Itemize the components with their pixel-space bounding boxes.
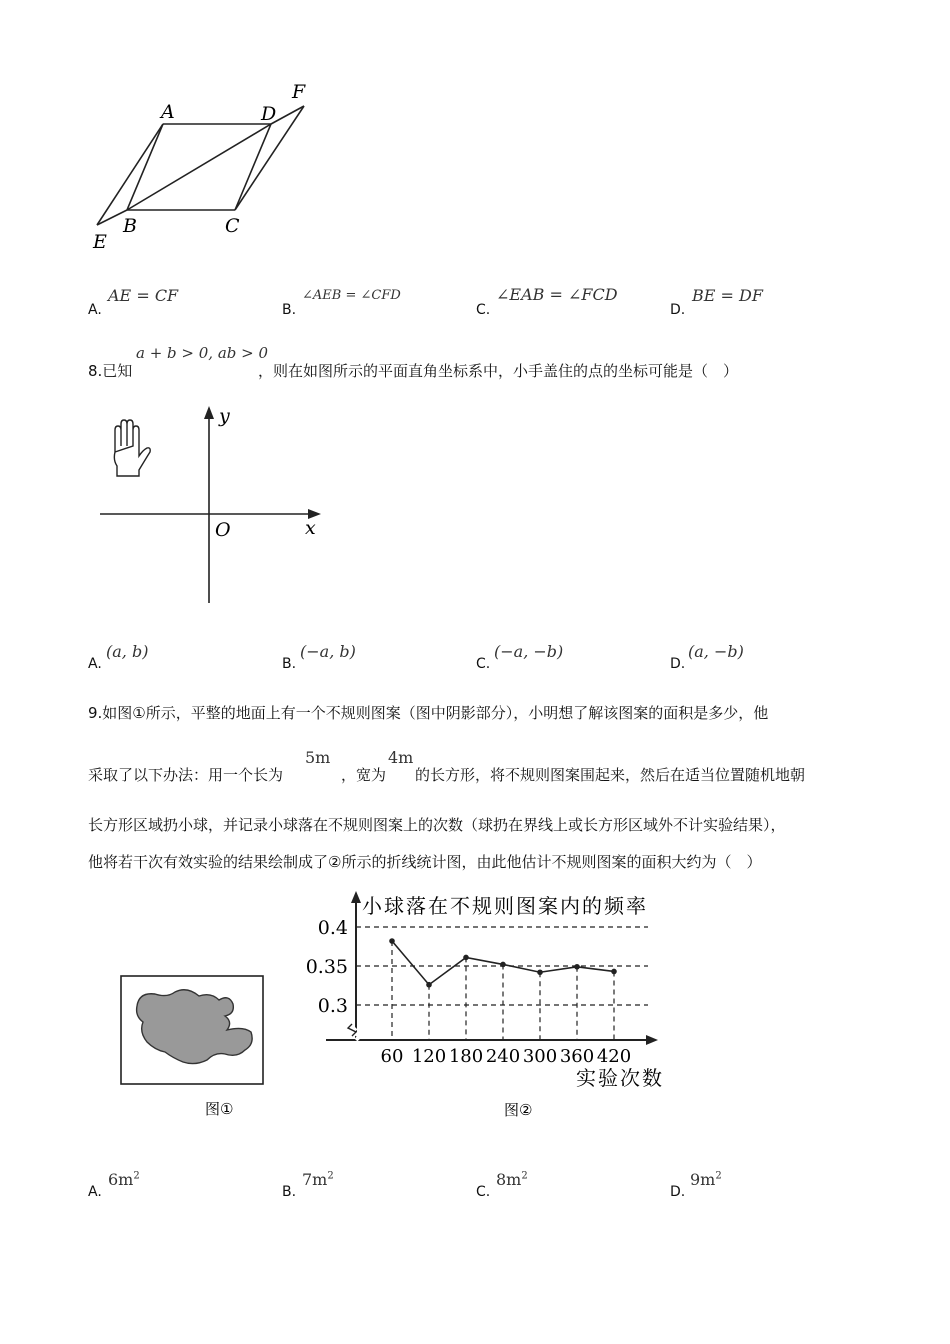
q9-option-b-number: 7m	[302, 1170, 328, 1189]
chart-data-point	[537, 969, 543, 975]
q9-option-a-label[interactable]: A.	[88, 1184, 102, 1200]
q8-number: 8.已知	[88, 362, 133, 380]
point-e-label: E	[93, 231, 107, 253]
chart-x-tick-label: 120	[411, 1046, 447, 1067]
q9-option-b-value	[302, 1170, 334, 1189]
point-d-label: D	[261, 103, 277, 125]
q9-option-c-number: 8m	[496, 1170, 522, 1189]
q8-option-c-text: (−a, −b)	[494, 642, 564, 661]
q9-option-b-label[interactable]: B.	[282, 1184, 297, 1200]
irregular-shape	[137, 990, 253, 1064]
hand-icon	[114, 420, 150, 476]
q7-option-c-text: ∠EAB = ∠FCD	[496, 285, 618, 304]
q9-option-b-sup: 2	[327, 1170, 334, 1182]
q7-option-b-text: ∠AEB = ∠CFD	[302, 288, 401, 303]
chart-y-tick-label: 0.35	[305, 956, 348, 978]
chart-x-tick-label: 420	[596, 1046, 632, 1067]
chart-x-tick-label: 180	[448, 1046, 484, 1067]
q7-option-d-text: BE = DF	[692, 286, 763, 305]
q9-length: 5m	[305, 748, 331, 767]
q7-option-a-label[interactable]: A.	[88, 302, 102, 318]
q9-option-c-sup: 2	[521, 1170, 528, 1182]
q9-figure-1	[115, 970, 270, 1120]
q8-option-d-text: (a, −b)	[688, 642, 744, 661]
y-axis-label: y	[219, 405, 230, 427]
q9-option-d-sup: 2	[715, 1170, 722, 1182]
chart-x-tick-label: 360	[559, 1046, 595, 1067]
q8-option-d-label[interactable]: D.	[670, 656, 686, 672]
q9-option-d-number: 9m	[690, 1170, 716, 1189]
point-b-label: B	[123, 215, 137, 237]
chart-data-point	[611, 969, 617, 975]
q8-coordinate-figure	[95, 400, 335, 610]
figure-2-caption: 图②	[504, 1101, 533, 1119]
chart-x-tick-label: 300	[522, 1046, 558, 1067]
chart-data-point	[463, 955, 469, 961]
q9-option-d-value	[690, 1170, 722, 1189]
q9-line-2b: ，宽为	[341, 766, 387, 784]
q8-option-c-label[interactable]: C.	[476, 656, 491, 672]
q9-line-2a: 采取了以下办法：用一个长为	[88, 766, 284, 784]
figure-1-caption: 图①	[205, 1100, 234, 1118]
q9-width: 4m	[388, 748, 414, 767]
q8-condition: a + b > 0, ab > 0	[136, 344, 269, 362]
q9-option-a-sup: 2	[133, 1170, 140, 1182]
q8-option-b-text: (−a, b)	[300, 642, 356, 661]
origin-label: O	[215, 519, 231, 541]
q9-line-1: 9.如图①所示，平整的地面上有一个不规则图案（图中阴影部分），小明想了解该图案的面积是多少，他	[88, 704, 769, 722]
chart-y-tick-label: 0.3	[317, 995, 348, 1017]
q9-figure-2-chart	[305, 885, 708, 1125]
q7-figure	[85, 78, 325, 258]
point-f-label: F	[292, 81, 306, 103]
q9-line-3: 长方形区域扔小球，并记录小球落在不规则图案上的次数（球扔在界线上或长方形区域外不计实验结果），	[88, 816, 786, 834]
q7-option-a-text: AE = CF	[108, 286, 179, 305]
q9-line-4: 他将若干次有效实验的结果绘制成了②所示的折线统计图，由此他估计不规则图案的面积大约为（ ）	[88, 853, 762, 871]
chart-title: 小球落在不规则图案内的频率	[362, 894, 648, 918]
q8-stem: ，则在如图所示的平面直角坐标系中，小手盖住的点的坐标可能是（ ）	[258, 362, 739, 380]
y-axis-arrow	[204, 406, 214, 419]
q9-line-2c: 的长方形，将不规则图案围起来，然后在适当位置随机地朝	[415, 766, 806, 784]
point-a-label: A	[161, 101, 175, 123]
chart-x-tick-label: 240	[485, 1046, 521, 1067]
chart-y-axis-arrow	[351, 891, 361, 903]
x-axis-label: x	[305, 517, 316, 539]
chart-x-axis-arrow	[646, 1035, 658, 1045]
q7-option-b-label[interactable]: B.	[282, 302, 297, 318]
chart-data-point	[426, 982, 432, 988]
q9-option-c-label[interactable]: C.	[476, 1184, 491, 1200]
q8-option-b-label[interactable]: B.	[282, 656, 297, 672]
q9-option-c-value	[496, 1170, 528, 1189]
q7-option-d-label[interactable]: D.	[670, 302, 686, 318]
chart-data-point	[574, 964, 580, 970]
chart-data-point	[389, 938, 395, 944]
chart-y-tick-label: 0.4	[317, 917, 348, 939]
point-c-label: C	[225, 215, 240, 237]
q8-option-a-label[interactable]: A.	[88, 656, 102, 672]
chart-data-point	[500, 962, 506, 968]
q9-option-a-number: 6m	[108, 1170, 134, 1189]
chart-x-axis-label: 实验次数	[576, 1066, 664, 1090]
q8-option-a-text: (a, b)	[106, 642, 149, 661]
q9-option-a-value	[108, 1170, 140, 1189]
q9-option-d-label[interactable]: D.	[670, 1184, 686, 1200]
chart-x-tick-label: 60	[380, 1046, 404, 1067]
q7-option-c-label[interactable]: C.	[476, 302, 491, 318]
